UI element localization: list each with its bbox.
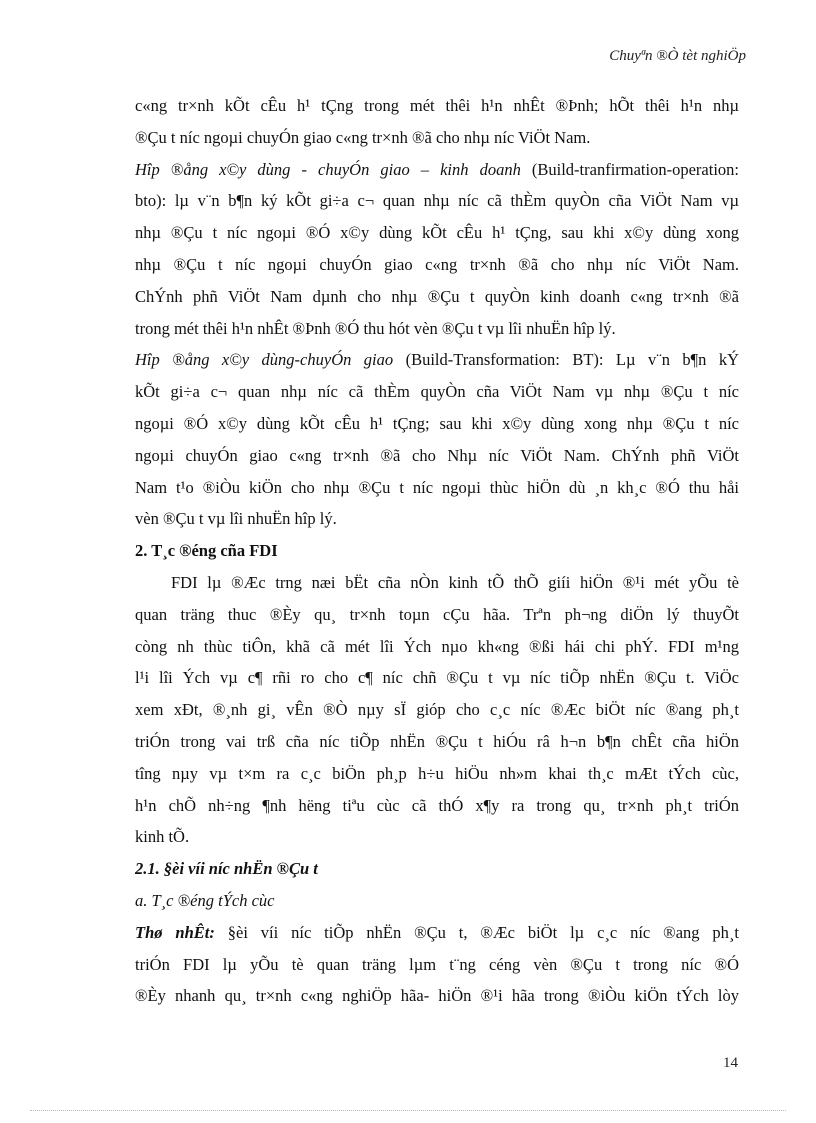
text-line bbox=[135, 154, 739, 186]
line-text: ChÝnh phñ ViÖt Nam dµnh cho nhµ ®Çu t quyÒn kinh doanh c«ng tr×nh ®ã bbox=[135, 286, 739, 306]
line-text: kinh tÕ. bbox=[135, 827, 190, 847]
line-text: triÓn trong vai trß cña níc tiÕp nhËn ®Çu t hiÓu râ h¬n b¶n chÊt cña hiÖn bbox=[135, 731, 739, 751]
line-text: §èi víi níc tiÕp nhËn ®Çu t, ®Æc biÖt lµ c¸c níc ®ang ph¸t bbox=[214, 922, 739, 942]
line-text: c«ng tr×nh kÕt cÊu h¹ tÇng trong mét thêi h¹n nhÊt ®Þnh; hÕt thêi h¹n nhµ bbox=[135, 96, 739, 115]
text-line bbox=[135, 472, 739, 504]
line-text: ngoµi ®Ó x©y dùng kÕt cÊu h¹ tÇng; sau khi x©y dùng xong nhµ ®Çu t níc bbox=[135, 413, 739, 433]
line-text: FDI lµ ®Æc trng næi bËt cña nÒn kinh tÕ thÕ giíi hiÖn ®¹i mét yÕu tè bbox=[171, 572, 739, 592]
text-line bbox=[135, 313, 739, 345]
text-line bbox=[135, 408, 739, 440]
line-text: kÕt gi÷a c¬ quan nhµ níc cã thÈm quyÒn cña ViÖt Nam vµ nhµ ®Çu t níc bbox=[135, 382, 739, 402]
line-text: nhµ ®Çu t níc ngoµi ®Ó x©y dùng kÕt cÊu h¹ tÇng, sau khi x©y dùng xong bbox=[135, 223, 739, 243]
heading-text: Thø nhÊt: bbox=[135, 922, 215, 942]
text-line bbox=[135, 821, 739, 853]
line-text: nhµ ®Çu t níc ngoµi chuyÓn giao c«ng tr×nh ®ã cho nhµ níc ViÖt Nam. bbox=[135, 254, 739, 274]
text-line bbox=[135, 281, 739, 313]
heading-text: 2.1. §èi víi níc nhËn ®Çu t bbox=[135, 859, 318, 879]
text-line bbox=[135, 185, 739, 217]
text-line bbox=[135, 885, 739, 917]
line-text: xem xÐt, ®¸nh gi¸ vÊn ®Ò nµy sÏ gióp cho c¸c níc ®Æc biÖt níc ®ang ph¸t bbox=[135, 700, 739, 720]
text-line bbox=[135, 853, 739, 885]
line-text: bto): lµ v¨n b¶n ký kÕt gi÷a c¬ quan nhµ níc cã thÈm quyÒn cña ViÖt Nam vµ bbox=[135, 191, 739, 211]
line-text: ®Çu t níc ngoµi chuyÓn giao c«ng tr×nh ®ã cho nhµ níc ViÖt Nam. bbox=[135, 127, 591, 147]
line-text: tîng nµy vµ t×m ra c¸c biÖn ph¸p h÷u hiÖu nh»m khai th¸c mÆt tÝch cùc, bbox=[135, 763, 739, 783]
page-number: 14 bbox=[723, 1055, 738, 1071]
line-text: a. T¸c ®éng tÝch cùc bbox=[135, 890, 275, 910]
text-line bbox=[135, 631, 739, 663]
line-text: triÓn FDI lµ yÕu tè quan träng lµm t¨ng céng vèn ®Çu t trong níc ®Ó bbox=[135, 954, 739, 974]
text-line bbox=[135, 503, 739, 535]
line-text: h¹n chÕ nh÷ng ¶nh hëng tiªu cùc cã thÓ x¶y ra trong qu¸ tr×nh ph¸t triÓn bbox=[135, 795, 739, 815]
running-header: Chuyªn ®Ò tèt nghiÖp bbox=[609, 48, 746, 64]
text-line bbox=[135, 249, 739, 281]
line-text: còng nh thùc tiÔn, khã cã mét lîi Ých nµo kh«ng ®ßi hái chi phÝ. FDI m¹ng bbox=[135, 636, 739, 656]
text-line bbox=[135, 599, 739, 631]
text-line bbox=[135, 344, 739, 376]
heading-text: 2. T¸c ®éng cña FDI bbox=[135, 541, 278, 561]
text-line bbox=[135, 949, 739, 981]
line-text: (Build-tranfirmation-operation: bbox=[520, 159, 739, 179]
text-line bbox=[135, 376, 739, 408]
text-line bbox=[135, 758, 739, 790]
text-line bbox=[135, 694, 739, 726]
body-text bbox=[135, 90, 739, 1012]
text-line bbox=[135, 217, 739, 249]
text-line bbox=[135, 535, 739, 567]
text-line bbox=[135, 662, 739, 694]
bottom-rule bbox=[30, 1110, 786, 1111]
line-text: quan träng thuc ®Èy qu¸ tr×nh toµn cÇu hãa. Trªn ph¬ng diÖn lý thuyÕt bbox=[135, 604, 739, 624]
text-line bbox=[135, 567, 739, 599]
text-line bbox=[135, 726, 739, 758]
line-text: Nam t¹o ®iÒu kiÖn cho nhµ ®Çu t níc ngoµi thùc hiÖn dù ¸n kh¸c ®Ó thu håi bbox=[135, 477, 739, 497]
text-line bbox=[135, 440, 739, 472]
line-text: Hîp ®ång x©y dùng-chuyÓn giao bbox=[135, 350, 394, 370]
line-text: ngoµi chuyÓn giao c«ng tr×nh ®ã cho Nhµ níc ViÖt Nam. ChÝnh phñ ViÖt bbox=[135, 445, 739, 465]
text-line bbox=[135, 90, 739, 122]
line-text: Hîp ®ång x©y dùng - chuyÓn giao – kinh doanh bbox=[135, 159, 521, 179]
text-line bbox=[135, 980, 739, 1012]
line-text: ®Èy nhanh qu¸ tr×nh c«ng nghiÖp hãa- hiÖn ®¹i hãa trong ®iÒu kiÖn tÝch lòy bbox=[135, 986, 739, 1006]
line-text: l¹i lîi Ých vµ c¶ rñi ro cho c¶ níc chñ ®Çu t vµ níc tiÕp nhËn ®Çu t. ViÖc bbox=[135, 668, 739, 688]
line-text: vèn ®Çu t vµ lîi nhuËn hîp lý. bbox=[135, 509, 337, 529]
line-text: (Build-Transformation: BT): Lµ v¨n b¶n kÝ bbox=[393, 350, 739, 370]
text-line bbox=[135, 917, 739, 949]
text-line bbox=[135, 790, 739, 822]
line-text: trong mét thêi h¹n nhÊt ®Þnh ®Ó thu hót vèn ®Çu t vµ lîi nhuËn hîp lý. bbox=[135, 318, 616, 338]
text-line bbox=[135, 122, 739, 154]
